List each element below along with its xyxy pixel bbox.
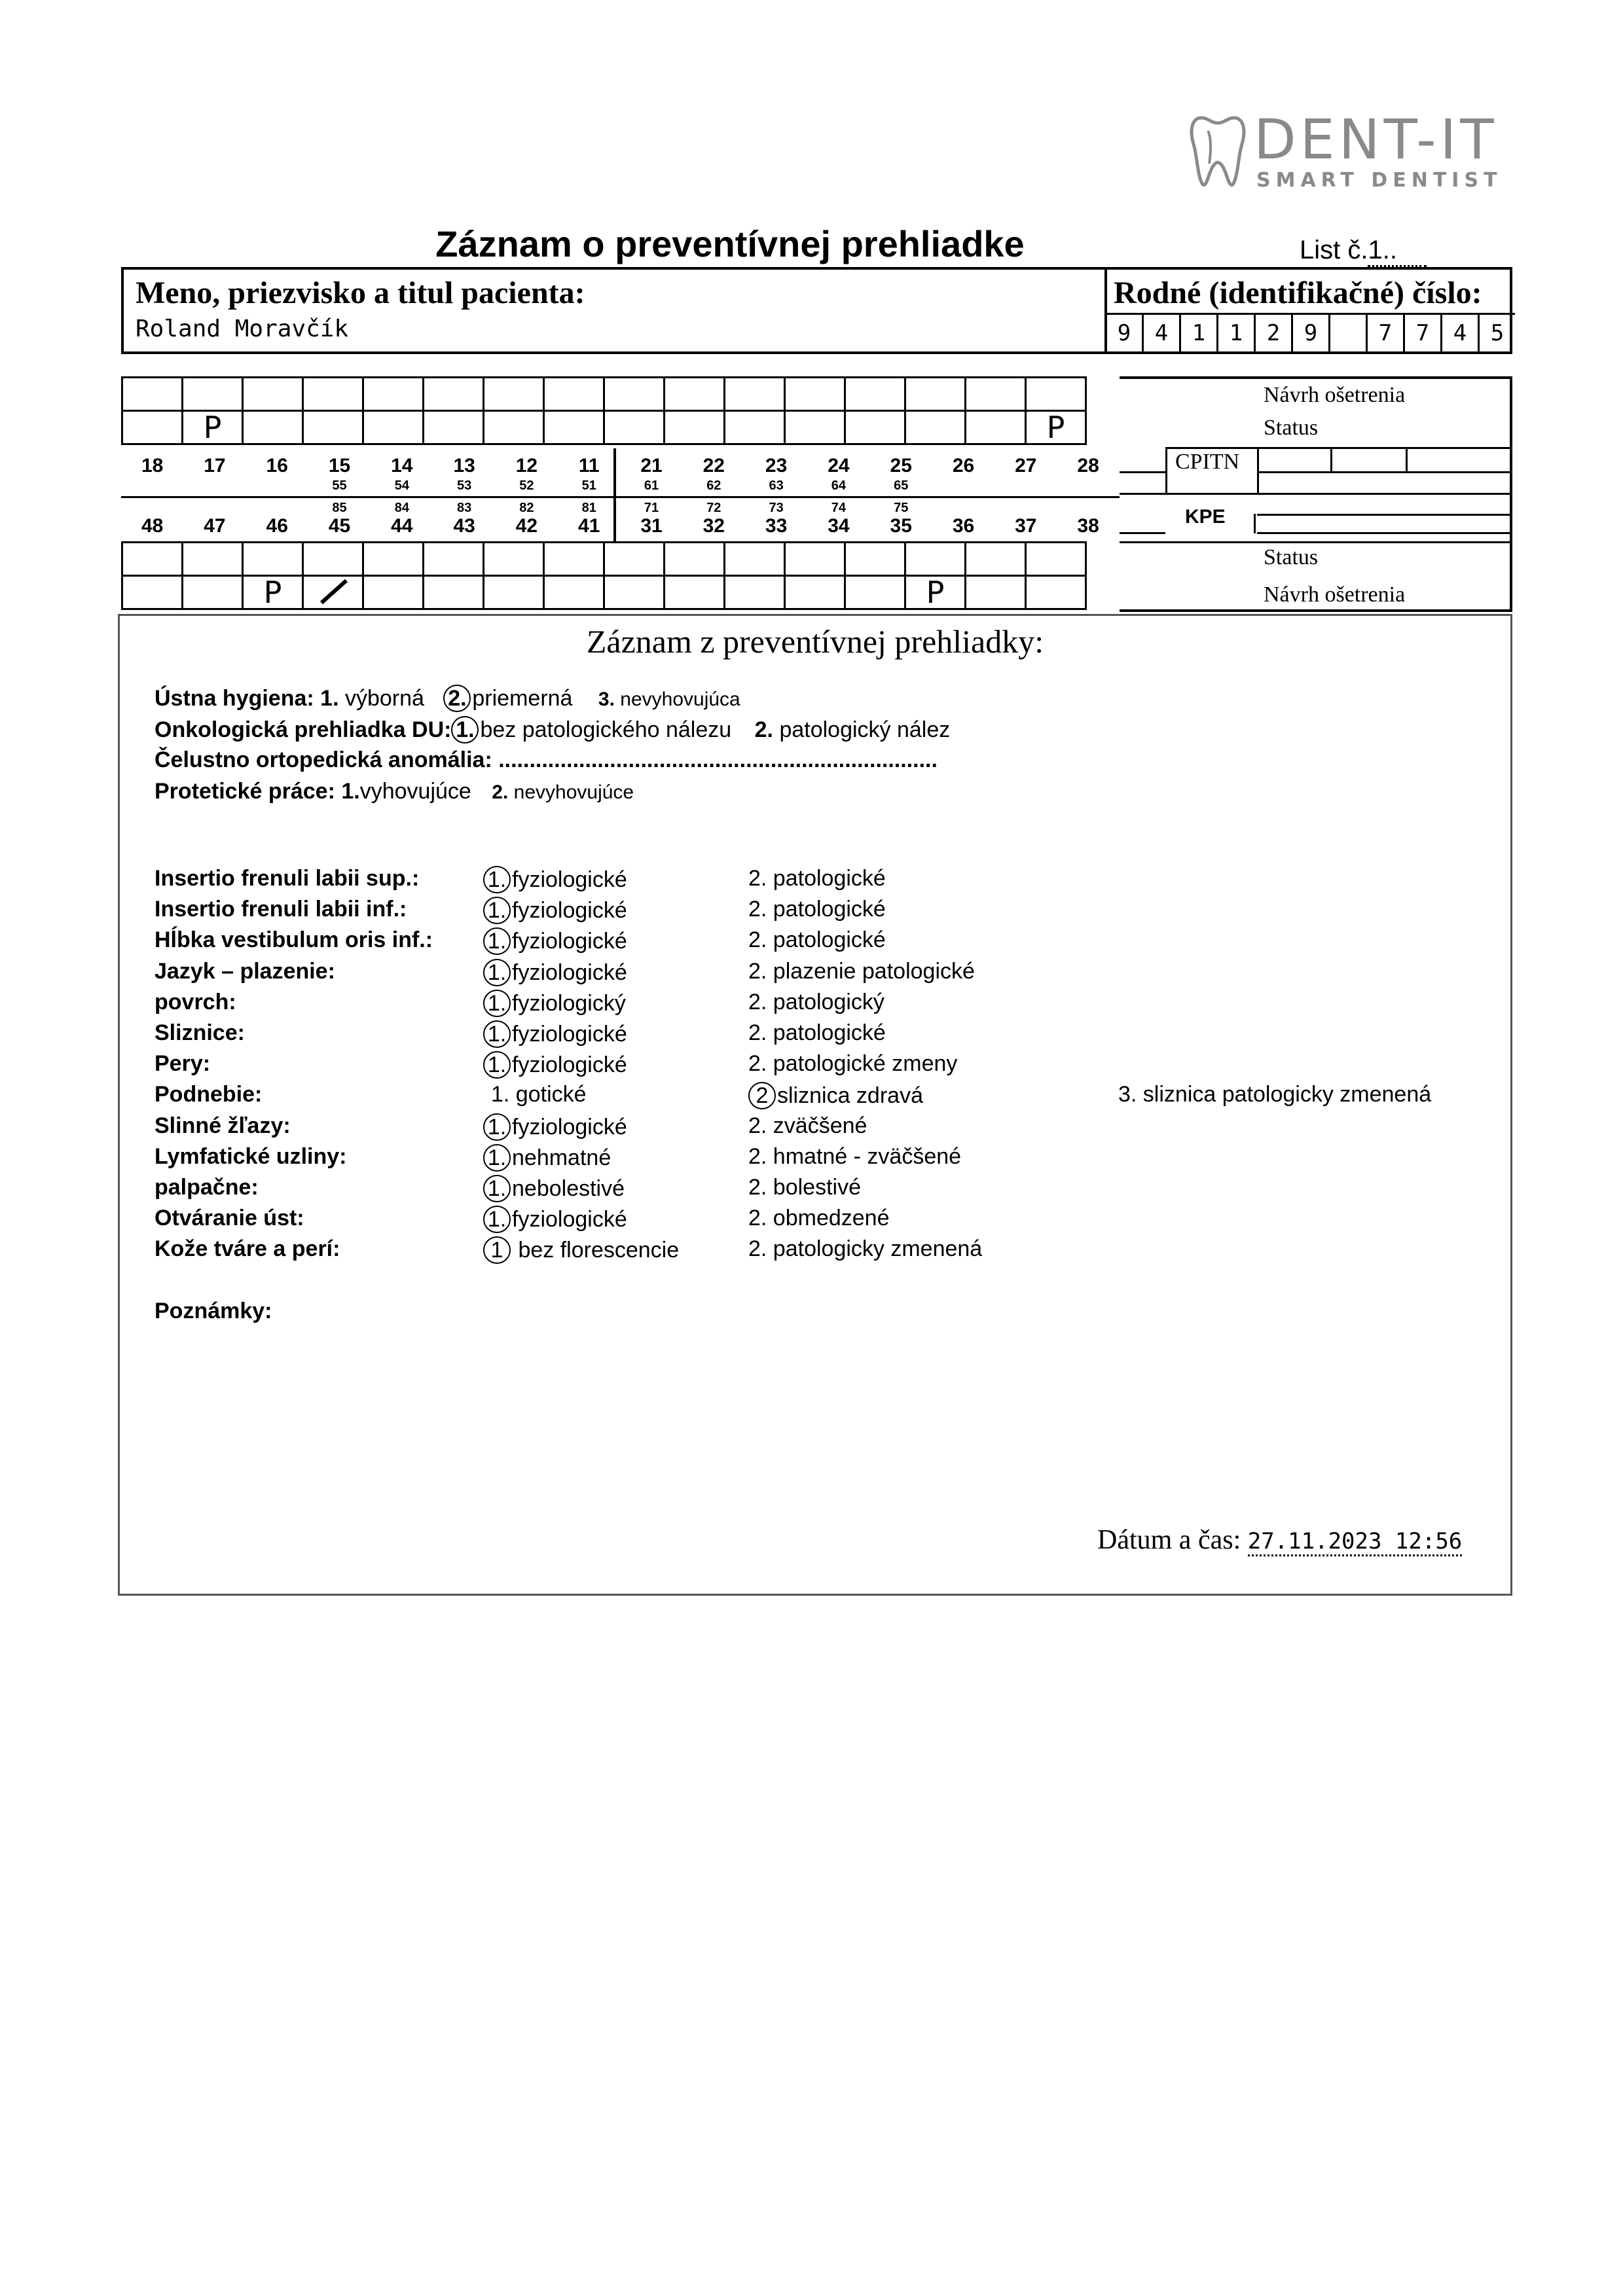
deciduous-tooth-number: 82 <box>519 501 534 515</box>
tooth-status-cell[interactable] <box>484 543 544 576</box>
dent-it-logo <box>1188 107 1529 196</box>
tooth-status-cell[interactable] <box>544 576 604 609</box>
tooth-number: 34 <box>828 515 850 537</box>
tooth-status-cell[interactable] <box>484 411 544 444</box>
upper-deciduous-numbers <box>121 478 1120 493</box>
exam-option-2: 2. patologické zmeny <box>748 1051 958 1077</box>
tooth-number: 14 <box>391 455 413 476</box>
tooth-status-cell[interactable] <box>122 378 183 411</box>
tooth-status-cell[interactable] <box>183 576 243 609</box>
tooth-status-cell[interactable] <box>424 576 484 609</box>
lower-status-grid <box>121 541 1087 610</box>
tooth-status-cell[interactable] <box>424 378 484 411</box>
tooth-number: 18 <box>141 455 164 476</box>
exam-option-1: 1. fyziologické <box>483 1020 627 1048</box>
exam-option-1: 1. fyziologické <box>483 959 627 986</box>
tooth-status-cell[interactable] <box>183 378 243 411</box>
exam-row-label: Insertio frenuli labii inf.: <box>155 897 407 922</box>
page-title: Záznam o preventívnej prehliadke <box>435 223 1025 264</box>
tooth-status-cell[interactable] <box>905 543 966 576</box>
tooth-status-cell[interactable] <box>424 411 484 444</box>
tooth-number: 25 <box>890 455 912 476</box>
selected-option-circle: 1. <box>483 866 511 893</box>
date-time <box>1097 1524 1462 1556</box>
exam-option-1: 1 bez florescencie <box>483 1236 679 1264</box>
tooth-status-cell[interactable] <box>905 378 966 411</box>
tooth-status-cell[interactable] <box>363 411 424 444</box>
tooth-number: 12 <box>515 455 538 476</box>
tooth-status-cell[interactable] <box>363 378 424 411</box>
deciduous-tooth-number: 85 <box>332 501 347 515</box>
patient-header <box>121 267 1512 354</box>
exam-option-1: 1. fyziologické <box>483 1206 627 1233</box>
tooth-number: 46 <box>266 515 288 537</box>
tooth-number: 48 <box>141 515 164 537</box>
record-box <box>118 614 1512 1596</box>
tooth-status-cell[interactable] <box>845 378 905 411</box>
exam-option-2: 2 sliznica zdravá <box>748 1082 923 1109</box>
deciduous-tooth-number: 52 <box>519 478 534 493</box>
tooth-status-cell[interactable] <box>243 378 303 411</box>
selected-option-circle: 1. <box>483 1144 511 1172</box>
id-digit-cell: 1 <box>1216 315 1254 353</box>
tooth-status-cell[interactable] <box>1026 543 1086 576</box>
deciduous-tooth-number: 54 <box>394 478 409 493</box>
tooth-status-cell[interactable] <box>665 411 725 444</box>
tooth-number: 41 <box>578 515 600 537</box>
deciduous-tooth-number: 83 <box>457 501 472 515</box>
anomaly-row: Čelustno ortopedická anomália: ....................................................................... <box>155 747 938 772</box>
selected-option-circle: 1. <box>483 1020 511 1048</box>
tooth-status-cell[interactable] <box>544 543 604 576</box>
id-digit-cell: 4 <box>1440 315 1478 353</box>
date-label: Dátum a čas: <box>1097 1525 1241 1555</box>
exam-row-label: Insertio frenuli labii sup.: <box>155 866 420 891</box>
midline-divider <box>613 448 616 543</box>
oncology-row: Onkologická prehliadka DU: 1. bez patologického nálezu 2. patologický nález <box>155 717 951 742</box>
exam-row-label: Slinné žľazy: <box>155 1113 291 1138</box>
tooth-status-cell[interactable] <box>604 411 665 444</box>
exam-option-2: 2. hmatné - zväčšené <box>748 1143 962 1169</box>
exam-option-1: 1. fyziologické <box>483 1113 627 1141</box>
tooth-number: 35 <box>890 515 912 537</box>
tooth-status-cell[interactable] <box>725 576 785 609</box>
logo-tagline: SMART DENTIST <box>1256 169 1503 192</box>
tooth-status-cell[interactable] <box>785 576 845 609</box>
tooth-status-cell[interactable] <box>604 543 665 576</box>
deciduous-tooth-number: 75 <box>894 501 909 515</box>
tooth-number: 32 <box>702 515 725 537</box>
tooth-status-cell[interactable] <box>243 411 303 444</box>
tooth-status-cell[interactable] <box>1026 576 1086 609</box>
patient-name-value: Roland Moravčík <box>136 315 349 342</box>
kpe-label: KPE <box>1185 506 1226 528</box>
tooth-status-cell[interactable] <box>966 543 1026 576</box>
deciduous-tooth-number: 72 <box>706 501 721 515</box>
tooth-status-cell[interactable] <box>484 576 544 609</box>
tooth-status-cell[interactable] <box>363 576 424 609</box>
sheet-number <box>1300 236 1427 267</box>
deciduous-tooth-number <box>932 478 994 493</box>
tooth-number: 27 <box>1015 455 1037 476</box>
tooth-status-cell[interactable] <box>243 543 303 576</box>
exam-option-1: 1. fyziologické <box>483 897 627 924</box>
tooth-number: 22 <box>702 455 725 476</box>
deciduous-tooth-number: 73 <box>769 501 784 515</box>
exam-option-2: 2. patologicky zmenená <box>748 1236 983 1262</box>
exam-option-2: 2. patologické <box>748 1020 886 1045</box>
id-digit-cell: 5 <box>1478 315 1515 353</box>
selected-option-circle: 1 <box>483 1236 511 1264</box>
exam-row-label: Podnebie: <box>155 1082 263 1107</box>
exam-option-1: 1. nebolestivé <box>483 1175 625 1202</box>
tooth-status-cell[interactable] <box>845 411 905 444</box>
deciduous-tooth-number <box>183 501 246 516</box>
tooth-chart <box>121 376 1120 612</box>
slash-mark-icon <box>314 577 353 605</box>
tooth-status-cell[interactable]: P <box>1026 411 1086 444</box>
exam-row-label: Jazyk – plazenie: <box>155 958 335 984</box>
sheet-value: 1.. <box>1368 236 1427 267</box>
id-digit-cell: 7 <box>1366 315 1403 353</box>
tooth-number: 36 <box>952 515 975 537</box>
id-digit-cell: 9 <box>1104 315 1142 353</box>
id-digit-cell <box>1328 315 1366 353</box>
selected-option-circle: 1. <box>483 990 511 1017</box>
id-digit-cell: 2 <box>1254 315 1291 353</box>
exam-option-2: 2. patologické <box>748 866 886 891</box>
exam-option-2: 2. patologické <box>748 927 886 953</box>
exam-option-2: 2. obmedzené <box>748 1206 890 1231</box>
tooth-status-cell[interactable] <box>303 576 363 609</box>
exam-row-label: palpačne: <box>155 1175 259 1200</box>
tooth-number: 28 <box>1077 455 1099 476</box>
record-title: Záznam z preventívnej prehliadky: <box>586 623 1044 660</box>
exam-row-label: Otváranie úst: <box>155 1206 304 1231</box>
deciduous-tooth-number <box>121 501 183 516</box>
tooth-number: 45 <box>328 515 351 537</box>
tooth-status-cell[interactable] <box>122 411 183 444</box>
tooth-status-cell[interactable] <box>966 411 1026 444</box>
exam-option-3: 3. sliznica patologicky zmenená <box>1118 1082 1432 1107</box>
tooth-status-cell[interactable] <box>905 411 966 444</box>
exam-option-1: 1. gotické <box>491 1082 587 1107</box>
deciduous-tooth-number <box>994 478 1057 493</box>
deciduous-tooth-number: 81 <box>581 501 596 515</box>
deciduous-tooth-number <box>246 501 308 516</box>
tooth-number: 21 <box>640 455 663 476</box>
selected-option-circle: 1. <box>483 1206 511 1233</box>
id-digit-cell: 4 <box>1142 315 1179 353</box>
tooth-status-cell[interactable] <box>845 543 905 576</box>
deciduous-tooth-number: 71 <box>644 501 659 515</box>
tooth-status-cell[interactable] <box>363 543 424 576</box>
exam-row-label: Pery: <box>155 1051 211 1077</box>
tooth-status-cell[interactable] <box>966 378 1026 411</box>
exam-option-1: 1. nehmatné <box>483 1144 611 1172</box>
tooth-number: 11 <box>578 455 600 476</box>
tooth-number: 13 <box>453 455 475 476</box>
tooth-status-cell[interactable] <box>122 543 183 576</box>
selected-option-circle: 1. <box>483 897 511 924</box>
deciduous-tooth-number: 74 <box>831 501 847 515</box>
tooth-status-cell[interactable] <box>725 411 785 444</box>
tooth-status-cell[interactable] <box>484 378 544 411</box>
logo-name: DENT-IT <box>1254 107 1498 171</box>
tooth-number: 44 <box>391 515 413 537</box>
deciduous-tooth-number <box>932 501 994 516</box>
tooth-number: 26 <box>952 455 975 476</box>
deciduous-tooth-number: 62 <box>706 478 721 493</box>
exam-row-label: povrch: <box>155 989 236 1014</box>
id-digit-cell: 9 <box>1291 315 1328 353</box>
selected-option-circle: 2. <box>443 685 471 712</box>
upper-tooth-numbers <box>121 455 1120 477</box>
tooth-status-cell[interactable]: P <box>905 576 966 609</box>
selected-option-circle: 1. <box>451 716 479 744</box>
tooth-status-cell[interactable] <box>424 543 484 576</box>
exam-row-label: Kože tváre a perí: <box>155 1236 340 1262</box>
tooth-status-cell[interactable] <box>725 378 785 411</box>
date-value: 27.11.2023 12:56 <box>1248 1528 1463 1556</box>
navrh-top-label: Návrh ošetrenia <box>1264 383 1406 407</box>
selected-option-circle: 2 <box>748 1082 776 1109</box>
tooth-number: 15 <box>328 455 351 476</box>
tooth-number: 17 <box>204 455 226 476</box>
tooth-number: 47 <box>204 515 226 537</box>
deciduous-tooth-number <box>1057 501 1119 516</box>
tooth-status-cell[interactable] <box>544 378 604 411</box>
tooth-number: 33 <box>765 515 788 537</box>
tooth-status-cell[interactable] <box>845 576 905 609</box>
deciduous-tooth-number: 84 <box>394 501 409 515</box>
lower-tooth-numbers <box>121 515 1120 537</box>
exam-option-1: 1. fyziologické <box>483 866 627 893</box>
tooth-status-cell[interactable] <box>303 543 363 576</box>
patient-id-label: Rodné (identifikačné) číslo: <box>1114 276 1482 310</box>
selected-option-circle: 1. <box>483 959 511 986</box>
deciduous-tooth-number: 63 <box>769 478 784 493</box>
status-top-label: Status <box>1264 416 1319 440</box>
jaw-divider <box>121 496 1120 498</box>
exam-option-2: 2. patologický <box>748 989 884 1014</box>
tooth-status-cell[interactable] <box>665 543 725 576</box>
tooth-status-cell[interactable] <box>604 378 665 411</box>
tooth-number: 42 <box>515 515 538 537</box>
deciduous-tooth-number <box>246 478 308 493</box>
deciduous-tooth-number: 61 <box>644 478 659 493</box>
exam-row-label: Hĺbka vestibulum oris inf.: <box>155 927 433 953</box>
prosthetic-row: Protetické práce: 1.vyhovujúce 2. nevyhovujúce <box>155 779 634 804</box>
selected-option-circle: 1. <box>483 1113 511 1141</box>
lower-deciduous-numbers <box>121 501 1120 516</box>
tooth-status-cell[interactable] <box>665 378 725 411</box>
status-bottom-label: Status <box>1264 545 1319 569</box>
deciduous-tooth-number <box>994 501 1057 516</box>
upper-status-grid <box>121 376 1087 445</box>
tooth-status-cell[interactable] <box>665 576 725 609</box>
tooth-icon <box>1188 111 1247 190</box>
chart-side-labels <box>1120 376 1512 612</box>
tooth-status-cell[interactable] <box>122 576 183 609</box>
tooth-number: 43 <box>453 515 475 537</box>
exam-row-label: Sliznice: <box>155 1020 245 1045</box>
tooth-status-cell[interactable] <box>604 576 665 609</box>
sheet-label: List č. <box>1300 236 1368 264</box>
deciduous-tooth-number: 65 <box>894 478 909 493</box>
exam-option-2: 2. plazenie patologické <box>748 958 975 984</box>
exam-option-1: 1. fyziologické <box>483 927 627 955</box>
tooth-status-cell[interactable] <box>785 411 845 444</box>
cpitn-label: CPITN <box>1175 450 1240 474</box>
tooth-number: 23 <box>765 455 788 476</box>
tooth-status-cell[interactable] <box>544 411 604 444</box>
id-digit-cell: 1 <box>1179 315 1216 353</box>
exam-row-label: Lymfatické uzliny: <box>155 1143 347 1169</box>
tooth-status-cell[interactable] <box>785 543 845 576</box>
deciduous-tooth-number: 64 <box>831 478 847 493</box>
patient-id-digits <box>1104 313 1515 353</box>
tooth-status-cell[interactable]: P <box>243 576 303 609</box>
notes-label: Poznámky: <box>155 1299 272 1323</box>
deciduous-tooth-number <box>183 478 246 493</box>
deciduous-tooth-number: 53 <box>457 478 472 493</box>
deciduous-tooth-number: 55 <box>332 478 347 493</box>
navrh-bottom-label: Návrh ošetrenia <box>1264 583 1406 607</box>
exam-option-1: 1. fyziologický <box>483 990 626 1017</box>
tooth-number: 31 <box>640 515 663 537</box>
tooth-number: 24 <box>828 455 850 476</box>
tooth-status-cell[interactable] <box>966 576 1026 609</box>
id-digit-cell: 7 <box>1403 315 1440 353</box>
tooth-status-cell[interactable] <box>1026 378 1086 411</box>
tooth-status-cell[interactable] <box>785 378 845 411</box>
tooth-status-cell[interactable] <box>303 378 363 411</box>
tooth-status-cell[interactable] <box>183 543 243 576</box>
deciduous-tooth-number <box>121 478 183 493</box>
deciduous-tooth-number <box>1057 478 1119 493</box>
exam-option-1: 1. fyziologické <box>483 1051 627 1079</box>
exam-option-2: 2. bolestivé <box>748 1175 861 1200</box>
exam-option-2: 2. zväčšené <box>748 1113 867 1138</box>
tooth-status-cell[interactable]: P <box>183 411 243 444</box>
selected-option-circle: 1. <box>483 1175 511 1202</box>
patient-name-label: Meno, priezvisko a titul pacienta: <box>136 276 585 310</box>
tooth-number: 37 <box>1015 515 1037 537</box>
exam-option-2: 2. patologické <box>748 897 886 922</box>
selected-option-circle: 1. <box>483 927 511 955</box>
hygiene-row: Ústna hygiena: 1. výborná 2. priemerná 3. nevyhovujúca <box>155 686 740 711</box>
tooth-number: 38 <box>1077 515 1099 537</box>
deciduous-tooth-number: 51 <box>581 478 596 493</box>
tooth-number: 16 <box>266 455 288 476</box>
selected-option-circle: 1. <box>483 1051 511 1079</box>
tooth-status-cell[interactable] <box>725 543 785 576</box>
tooth-status-cell[interactable] <box>303 411 363 444</box>
